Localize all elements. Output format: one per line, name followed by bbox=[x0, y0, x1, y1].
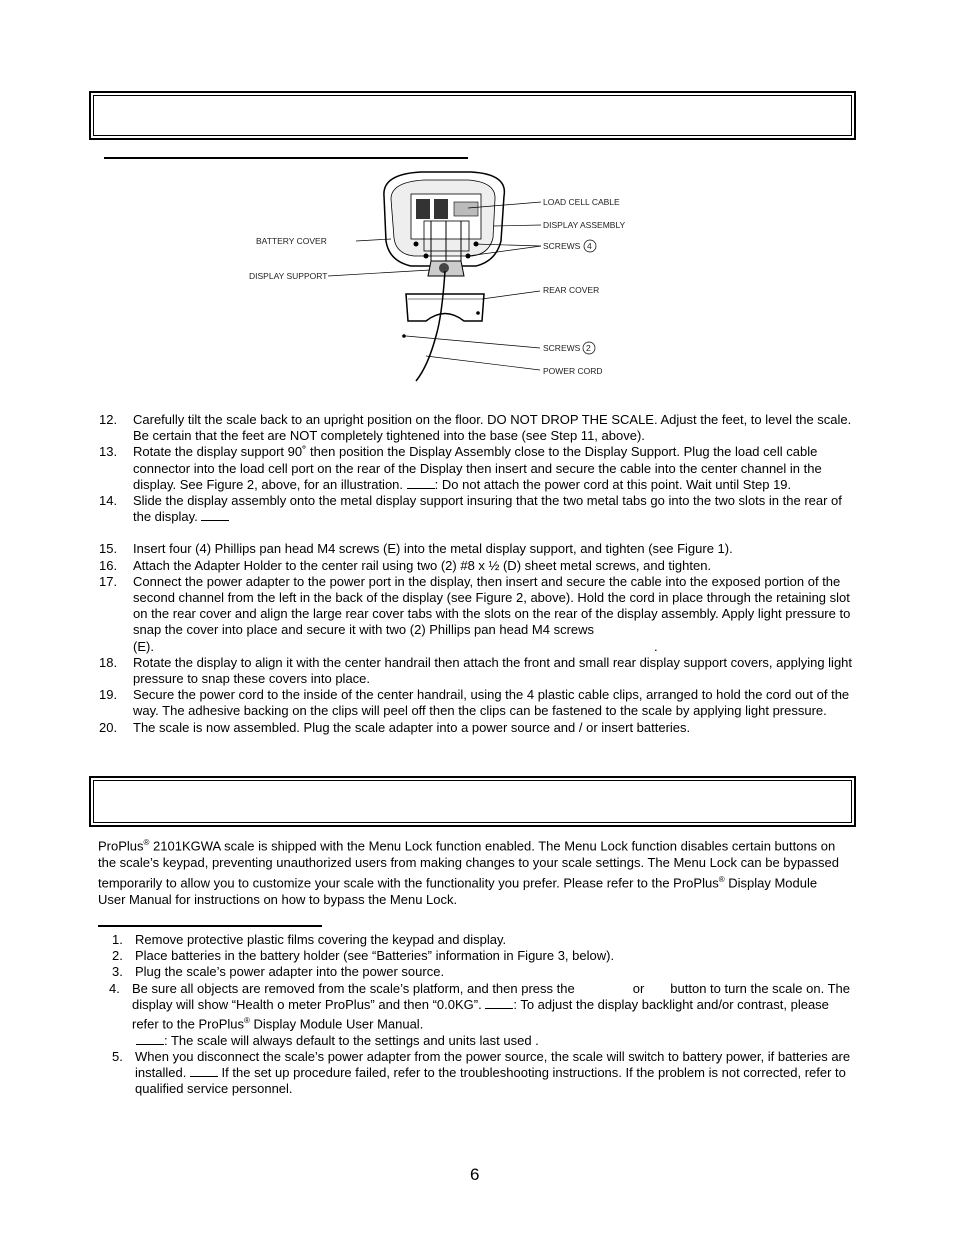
assembly-steps-list bbox=[99, 412, 859, 736]
setup-step-3: 3. Plug the scale’s power adapter into the power source. bbox=[112, 964, 445, 980]
setup-steps-list bbox=[109, 932, 852, 1097]
label-screws-4-count: 4 bbox=[587, 241, 592, 251]
menu-lock-paragraph: ProPlus® 2101KGWA scale is shipped with the Menu Lock function enabled. The Menu Lock function disables certain buttons on the scale’s keypad, preventing unauthorized users from making changes to your scale settings. The Menu Lock can be bypassed temporarily to allow you to customize your scale with the functionality you prefer. Please refer to the ProPlus® Display Module User Manual for instructions on how to bypass the Menu Lock. bbox=[98, 838, 839, 908]
setup-step-1: 1. Remove protective plastic films covering the keypad and display. bbox=[112, 932, 507, 947]
subheading-underline-2 bbox=[98, 925, 322, 927]
label-display-support: DISPLAY SUPPORT bbox=[249, 271, 328, 281]
label-screws-2: SCREWS bbox=[543, 343, 581, 353]
label-screws-4: SCREWS bbox=[543, 241, 581, 251]
step-18: 18. Rotate the display to align it with the center handrail then attach the front and small rear display support covers, applying light pressure to snap these covers into place. bbox=[99, 654, 853, 687]
label-screws-2-count: 2 bbox=[586, 343, 591, 353]
step-17: 17. Connect the power adapter to the power port in the display, then insert and secure the cable into the exposed portion of the second channel from the left in the back of the display (see Figure 2, above). Hold the cord in place through the retaining slot on the rear cover and align the large rear cover tabs with the slots on the rear of the display assembly. Apply light pressure to snap the cover into place and secure it with two (2) Phillips pan head M4 screws (E). . bbox=[99, 573, 851, 654]
step-12: 12. Carefully tilt the scale back to an upright position on the floor. DO NOT DROP THE SCALE. Adjust the feet, to level the scale. Be certain that the feet are NOT completely tightened into the base (see Step 11, above). bbox=[99, 412, 852, 444]
blank-note-label bbox=[407, 478, 435, 489]
label-battery-cover: BATTERY COVER bbox=[256, 236, 327, 246]
setup-step-5: 5. When you disconnect the scale’s power adapter from the power source, the scale will switch to battery power, if batteries are installed. If the set up procedure failed, refer to the troubleshooting instructions. If the problem is not corrected, refer to qualified service personnel. bbox=[112, 1048, 851, 1097]
step-13: 13. Rotate the display support 90˚ then position the Display Assembly close to the Display Support. Plug the load cell cable connector into the load cell port on the rear of the Display then insert and secure the cable into the center channel in the display. See Figure 2, above, for an illustration. : Do not attach the power cord at this point. Wait until Step 19. bbox=[99, 444, 822, 492]
section-header-box-assembly bbox=[89, 91, 856, 140]
step-14: 14. Slide the display assembly onto the metal display support insuring that the two metal tabs go into the two slots in the rear of the display. bbox=[99, 493, 842, 525]
assembly-figure bbox=[246, 166, 626, 384]
step-20: 20. The scale is now assembled. Plug the scale adapter into a power source and / or insert batteries. bbox=[99, 719, 691, 735]
step-19: 19. Secure the power cord to the inside of the center handrail, using the 4 plastic cable clips, arranged to hold the cord out of the way. The adhesive backing on the clips will peel off then the clips can be fastened to the scale by applying light pressure. bbox=[99, 687, 850, 719]
label-display-assembly: DISPLAY ASSEMBLY bbox=[543, 220, 626, 230]
subheading-underline bbox=[104, 157, 468, 159]
label-power-cord: POWER CORD bbox=[543, 366, 603, 376]
page-number: 6 bbox=[470, 1165, 480, 1184]
section-header-box-setup bbox=[89, 776, 856, 827]
display-assembly-diagram bbox=[246, 166, 626, 384]
step-16: 16. Attach the Adapter Holder to the center rail using two (2) #8 x ½ (D) sheet metal screws, and tighten. bbox=[99, 557, 712, 573]
setup-step-2: 2. Place batteries in the battery holder (see “Batteries” information in Figure 3, below). bbox=[112, 948, 615, 964]
label-rear-cover: REAR COVER bbox=[543, 285, 600, 295]
blank-note-label bbox=[201, 510, 229, 521]
label-load-cell-cable: LOAD CELL CABLE bbox=[543, 197, 620, 207]
step-15: 15. Insert four (4) Phillips pan head M4 screws (E) into the metal display support, and tighten (see Figure 1). bbox=[99, 541, 733, 557]
setup-step-4: 4. Be sure all objects are removed from the scale’s platform, and then press the or button to turn the scale on. The display will show “Health o meter ProPlus” and then “0.0KG”. : To adjust the display backlight and/or contrast, please refer to the ProPlus® Display Module User Manual. : The scale will always default to the settings and units last used . bbox=[109, 980, 850, 1048]
